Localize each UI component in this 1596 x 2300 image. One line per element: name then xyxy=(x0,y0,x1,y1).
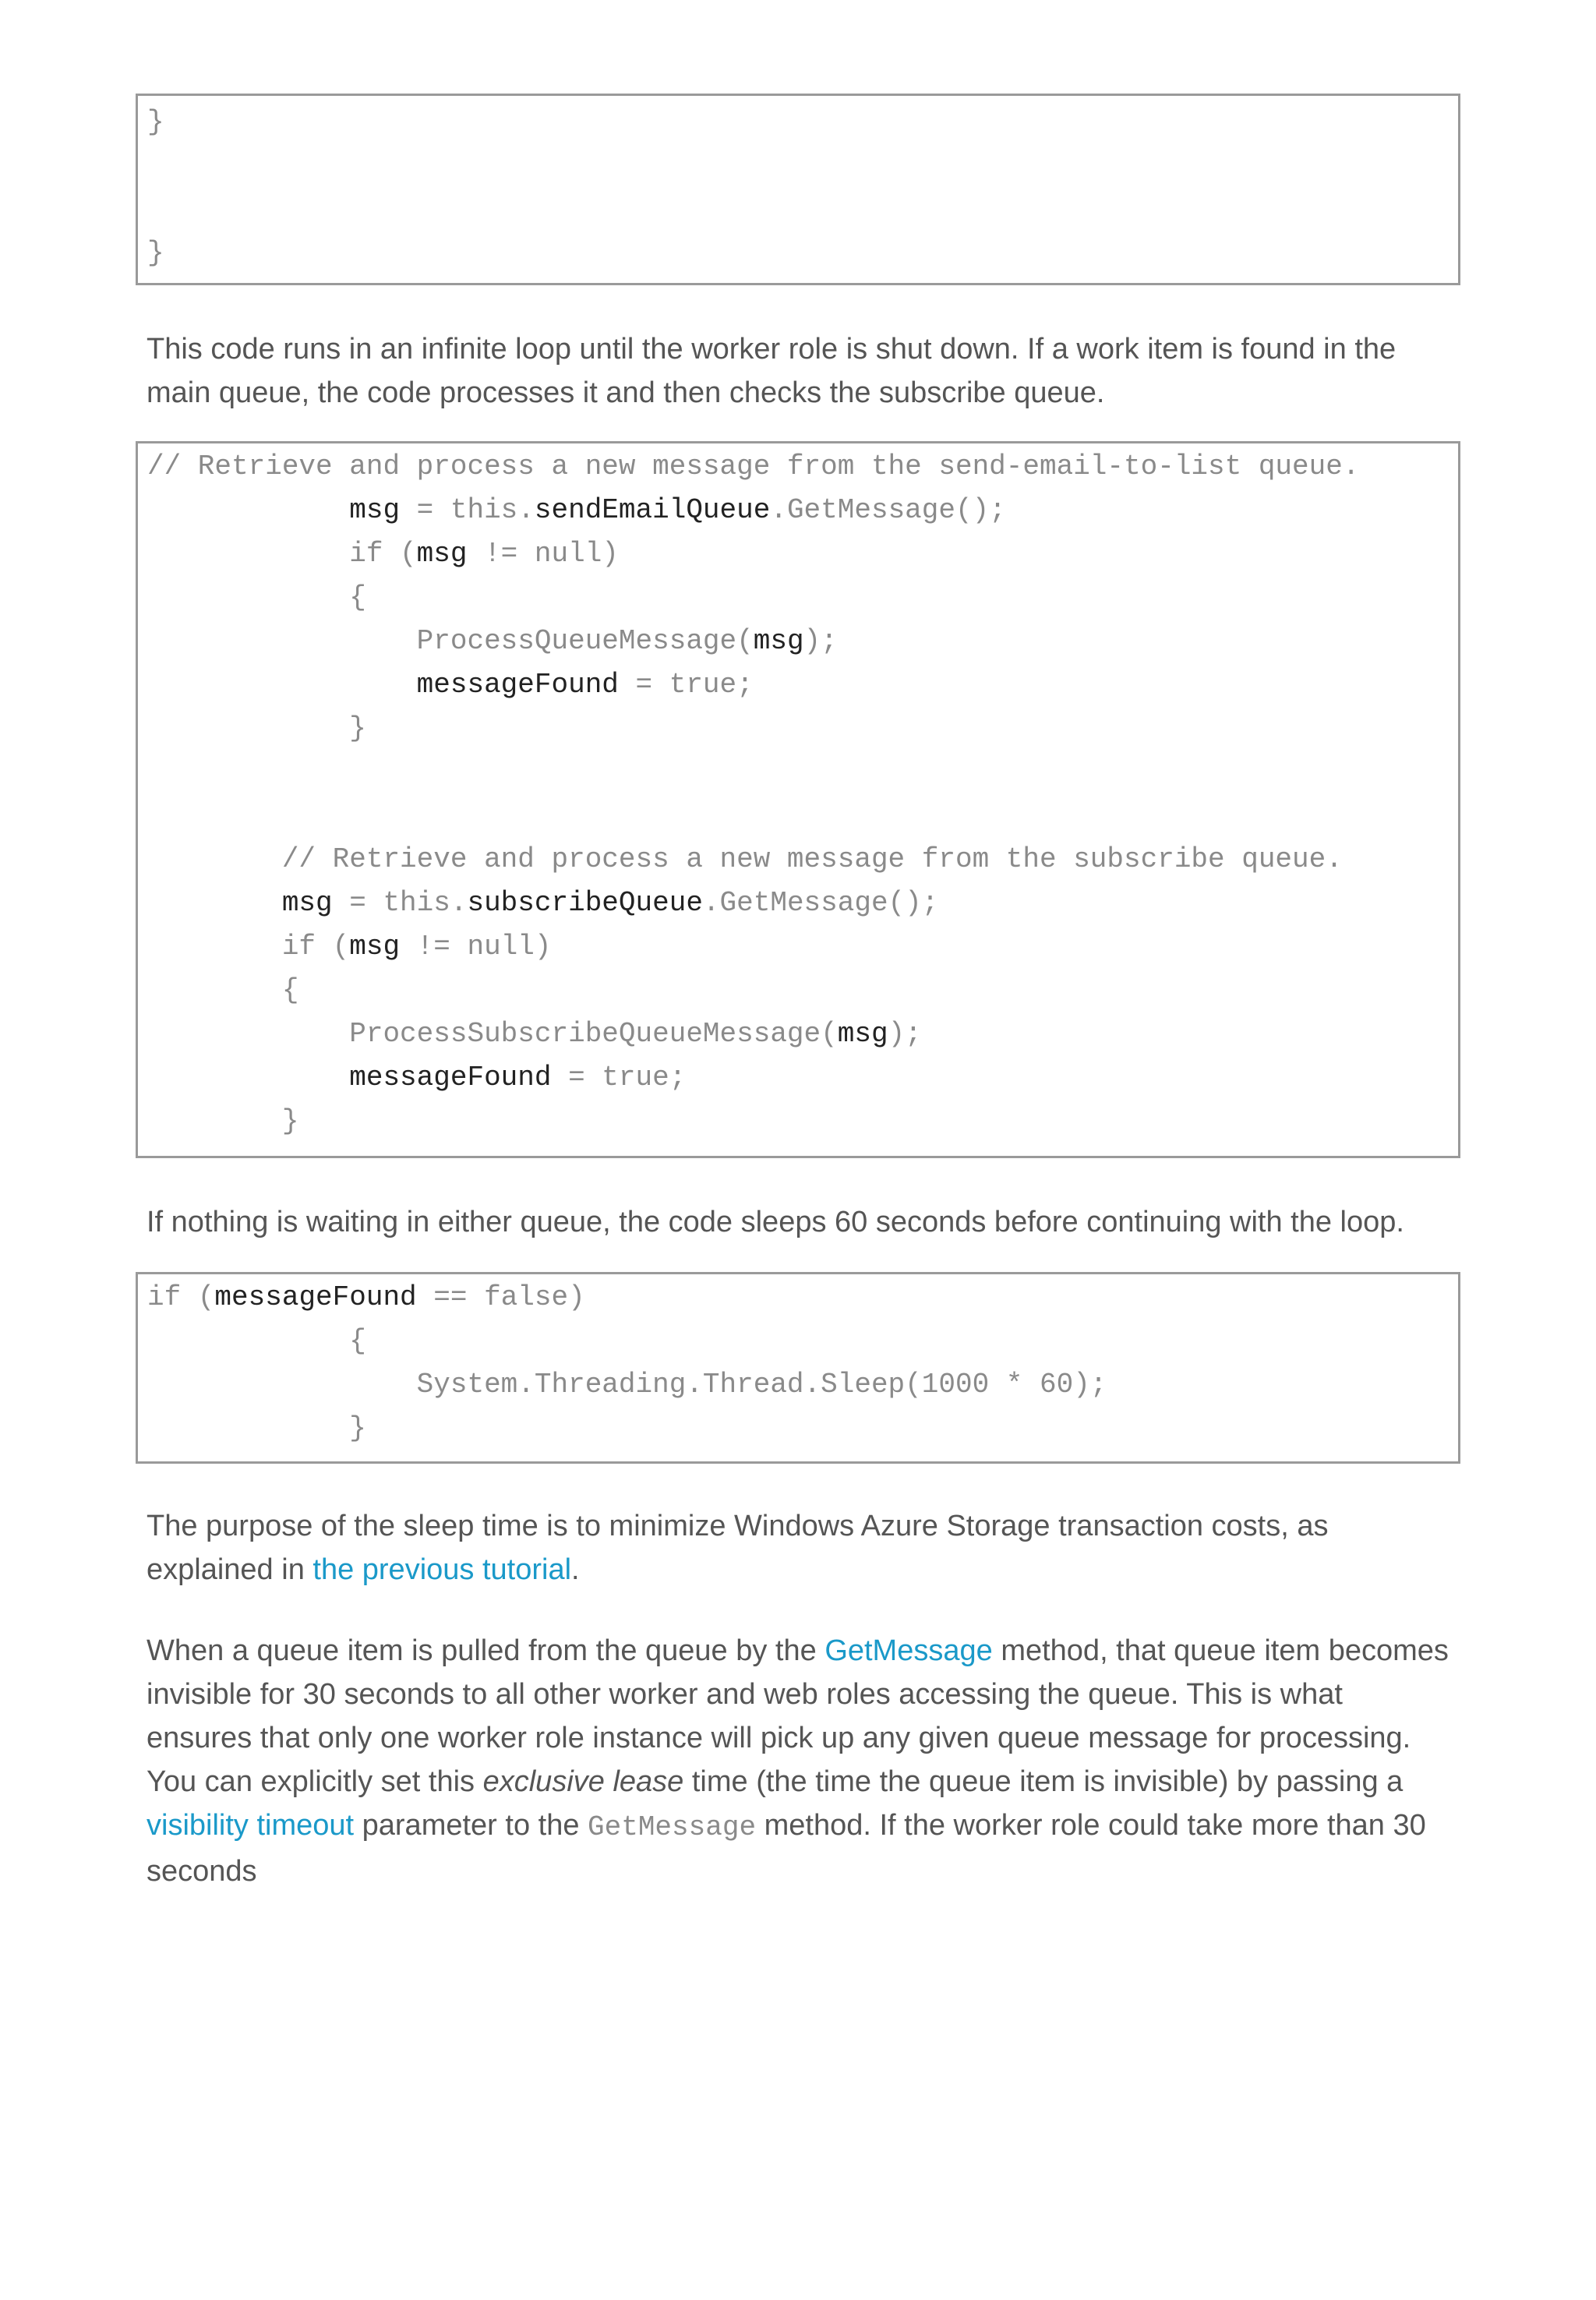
code-line xyxy=(147,1056,686,1100)
code-line xyxy=(147,1276,585,1320)
code-identifier: subscribeQueue xyxy=(467,887,703,919)
code-line xyxy=(147,101,164,144)
paragraph-sleep-description: If nothing is waiting in either queue, the code sleeps 60 seconds before continuing with the loop. xyxy=(147,1206,1404,1238)
code-token: = true; xyxy=(551,1062,687,1093)
code-block-closing-braces xyxy=(136,94,1460,285)
code-token: .GetMessage(); xyxy=(702,887,939,919)
code-token xyxy=(147,669,417,701)
code-token xyxy=(147,887,282,919)
code-line xyxy=(147,838,1343,881)
code-token: == false) xyxy=(416,1281,585,1313)
code-identifier: msg xyxy=(416,538,468,570)
code-identifier: messageFound xyxy=(416,669,619,701)
code-token: ProcessQueueMessage( xyxy=(147,625,754,657)
code-token: = true; xyxy=(618,669,754,701)
code-line xyxy=(147,489,1006,532)
visibility-timeout-link[interactable]: visibility timeout xyxy=(147,1809,355,1842)
code-token xyxy=(147,1062,349,1093)
inline-code-getmessage: GetMessage xyxy=(588,1811,757,1843)
paragraph-getmessage-lease xyxy=(147,1629,1456,1893)
code-line xyxy=(147,1407,366,1450)
code-identifier: msg xyxy=(349,931,401,963)
code-line xyxy=(147,445,1359,489)
code-token: System.Threading.Thread.Sleep(1000 * 60); xyxy=(147,1369,1107,1401)
code-token: ); xyxy=(888,1018,922,1050)
paragraph-text: parameter to the xyxy=(354,1809,588,1842)
paragraph-sleep-purpose xyxy=(147,1504,1456,1592)
code-token: .GetMessage(); xyxy=(770,494,1006,526)
code-line xyxy=(147,925,552,969)
code-line xyxy=(147,881,938,925)
paragraph-text: . xyxy=(571,1553,580,1586)
code-token: != null) xyxy=(467,538,619,570)
code-line xyxy=(147,663,754,707)
code-line xyxy=(147,532,619,576)
code-token: // Retrieve and process a new message from the subscribe queue. xyxy=(147,843,1343,875)
code-token: if ( xyxy=(147,1281,215,1313)
code-line xyxy=(147,969,298,1012)
paragraph-text: The purpose of the sleep time is to minimize Windows Azure Storage transaction costs, as explained in xyxy=(147,1510,1329,1586)
code-token: // Retrieve and process a new message from the send-email-to-list queue. xyxy=(147,450,1360,482)
code-token: != null) xyxy=(400,931,552,963)
code-line xyxy=(147,1320,366,1363)
code-token: = this. xyxy=(400,494,535,526)
code-token: } xyxy=(147,712,366,744)
paragraph-text: method. If the worker role could take more than 30 seconds xyxy=(147,1809,1426,1888)
code-token: if ( xyxy=(147,538,417,570)
code-token: { xyxy=(147,1325,366,1357)
paragraph-loop-description: This code runs in an infinite loop until the worker role is shut down. If a work item is found in the main queue, the code processes it and then checks the subscribe queue. xyxy=(147,333,1396,409)
code-line xyxy=(147,620,838,663)
code-identifier: messageFound xyxy=(214,1281,417,1313)
code-token: } xyxy=(147,237,164,269)
code-token: } xyxy=(147,1105,299,1137)
code-identifier: sendEmailQueue xyxy=(534,494,771,526)
code-identifier: msg xyxy=(837,1018,888,1050)
code-token: { xyxy=(147,974,299,1006)
code-line xyxy=(147,231,164,275)
code-identifier: messageFound xyxy=(349,1062,552,1093)
paragraph-text: When a queue item is pulled from the queue by the xyxy=(147,1634,825,1667)
code-token: = this. xyxy=(332,887,468,919)
code-token: } xyxy=(147,106,164,138)
code-token: { xyxy=(147,581,366,613)
code-line xyxy=(147,1363,1107,1407)
code-block-retrieve-messages xyxy=(136,441,1460,1158)
code-line xyxy=(147,1012,922,1056)
code-block-sleep xyxy=(136,1272,1460,1464)
previous-tutorial-link[interactable]: the previous tutorial xyxy=(312,1553,572,1586)
code-token: } xyxy=(147,1412,366,1444)
code-token: if ( xyxy=(147,931,350,963)
exclusive-lease-emphasis: exclusive lease xyxy=(482,1765,684,1798)
paragraph-text: method, that queue item becomes invisible for 30 seconds to all other worker and web roles accessing the queue. This is what ensures that only one worker role instance will pick up any given queue message for processing. You can explicitly set this xyxy=(147,1634,1449,1798)
code-token: ProcessSubscribeQueueMessage( xyxy=(147,1018,838,1050)
code-identifier: msg xyxy=(349,494,401,526)
code-identifier: msg xyxy=(281,887,333,919)
code-line xyxy=(147,707,366,751)
code-token xyxy=(147,494,349,526)
code-identifier: msg xyxy=(753,625,804,657)
code-token: ); xyxy=(803,625,838,657)
paragraph-text: time (the time the queue item is invisible) by passing a xyxy=(683,1765,1404,1798)
code-line xyxy=(147,576,366,620)
getmessage-link[interactable]: GetMessage xyxy=(824,1634,993,1667)
code-line xyxy=(147,1100,298,1143)
